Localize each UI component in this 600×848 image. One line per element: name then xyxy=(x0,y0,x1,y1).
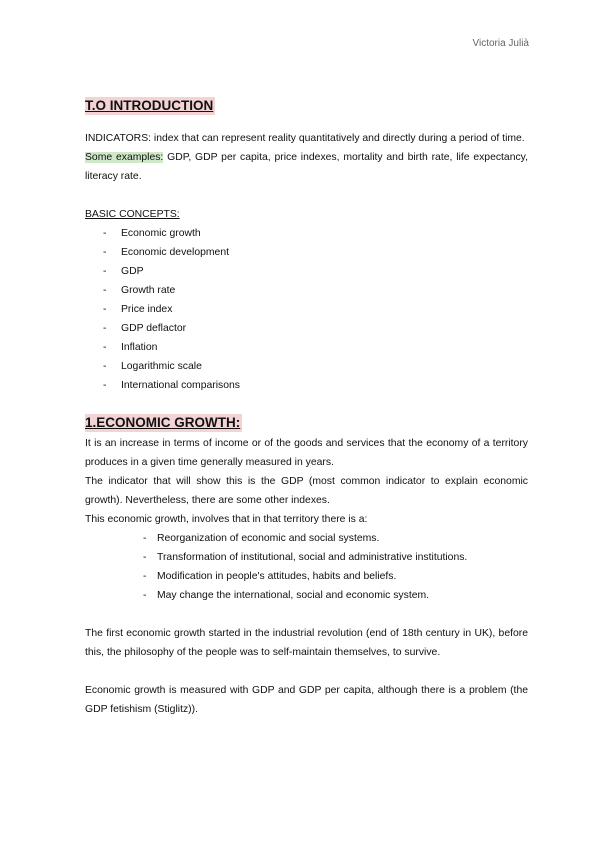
list-item: - Economic development xyxy=(85,243,528,262)
list-item: - Growth rate xyxy=(85,281,528,300)
list-item: - GDP deflactor xyxy=(85,319,528,338)
growth-title: 1.ECONOMIC GROWTH: xyxy=(85,415,241,430)
document-body xyxy=(85,97,528,719)
list-item: - May change the international, social and economic system. xyxy=(85,586,528,605)
list-item: - Reorganization of economic and social systems. xyxy=(85,529,528,548)
list-item: - Logarithmic scale xyxy=(85,357,528,376)
list-item: - Economic growth xyxy=(85,224,528,243)
growth-paragraph-2: The indicator that will show this is the GDP (most common indicator to explain economic growth). Nevertheless, there are some other indexes. xyxy=(85,476,528,506)
growth-paragraph-4: The first economic growth started in the industrial revolution (end of 18th century in UK), before this, the philosophy of the people was to self-maintain themselves, to survive. xyxy=(85,628,528,658)
basic-concepts-label: BASIC CONCEPTS: xyxy=(85,209,180,220)
implications-list xyxy=(85,529,528,605)
list-item: - GDP xyxy=(85,262,528,281)
intro-title: T.O INTRODUCTION xyxy=(85,98,214,113)
examples-text: GDP, GDP per capita, price indexes, mortality and birth rate, life expectancy, literacy rate. xyxy=(85,152,528,182)
list-item: - Transformation of institutional, social and administrative institutions. xyxy=(85,548,528,567)
list-item: - International comparisons xyxy=(85,376,528,395)
examples-paragraph xyxy=(85,148,528,186)
indicators-paragraph: INDICATORS: index that can represent reality quantitatively and directly during a period of time. xyxy=(85,133,525,144)
list-item: - Modification in people's attitudes, habits and beliefs. xyxy=(85,567,528,586)
list-item: - Inflation xyxy=(85,338,528,357)
list-item: - Price index xyxy=(85,300,528,319)
growth-paragraph-1: It is an increase in terms of income or of the goods and services that the economy of a territory produces in a given time generally measured in years. xyxy=(85,438,528,468)
examples-label: Some examples: xyxy=(85,152,164,163)
concepts-list xyxy=(85,224,528,395)
author-header: Victoria Julià xyxy=(472,38,529,49)
growth-paragraph-3: This economic growth, involves that in that territory there is a: xyxy=(85,514,368,525)
growth-paragraph-5: Economic growth is measured with GDP and GDP per capita, although there is a problem (the GDP fetishism (Stiglitz)). xyxy=(85,685,528,715)
